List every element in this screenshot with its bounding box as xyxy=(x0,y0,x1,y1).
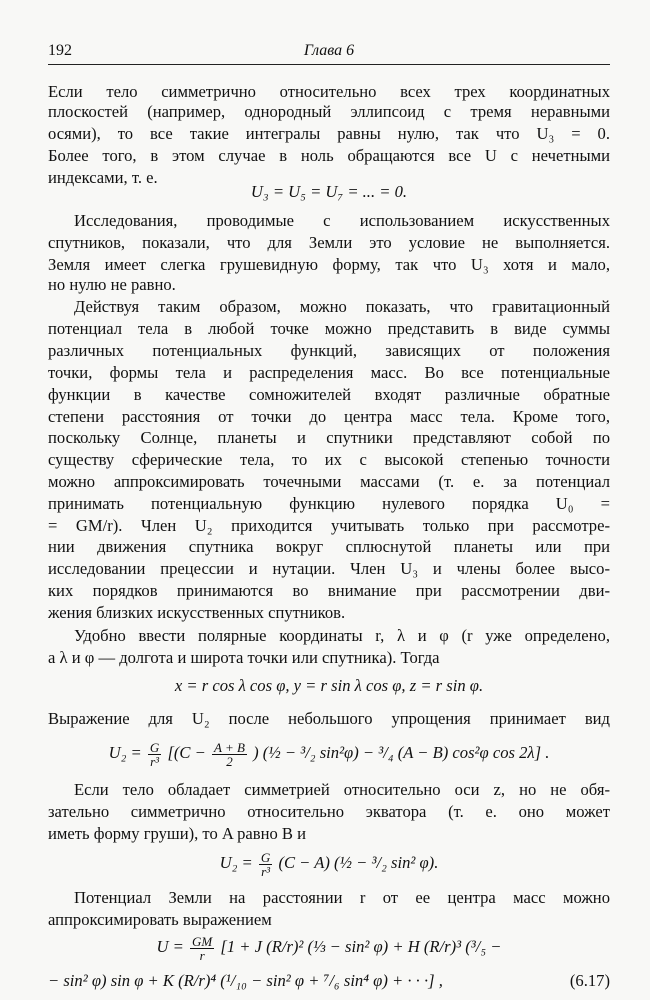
text-line: исследовании прецессии и нутации. Член U₃ и члены более высо- xyxy=(48,559,610,578)
page-header xyxy=(48,40,610,65)
text-line: Земля имеет слегка грушевидную форму, так что U₃ хотя и мало, xyxy=(48,255,610,274)
text-line: степени расстояния от точки до центра масс тела. Кроме того, xyxy=(48,407,610,426)
text-line: спутников, показали, что для Земли это условие не выполняется. xyxy=(48,233,610,252)
text-line: различных потенциальных функций, зависящих от положения xyxy=(48,341,610,360)
text-line: иметь форму груши), то A равно B и xyxy=(48,824,307,843)
text-line: = GM/r). Член U₂ приходится учитывать только при рассмотре- xyxy=(48,516,610,535)
text-line: Потенциал Земли на расстоянии r от ее центра масс можно xyxy=(74,888,610,907)
equation-u2: U₂ = $\frac{G}{\text{r³}}$ [(C − $\frac{A + B}{2}$ ) (½ − ³/₂ sin²φ) − ³/₄ (A − B) cos²φ cos 2λ] . xyxy=(108,739,550,769)
text-line: Если тело симметрично относительно всех трех координатных xyxy=(48,82,610,101)
text-line: Более того, в этом случае в ноль обращаются все U с нечетными xyxy=(48,146,610,165)
text-line: зательно симметрично относительно экватора (т. е. оно может xyxy=(48,802,610,821)
text-line: a λ и φ — долгота и широта точки или спутника). Тогда xyxy=(48,648,440,667)
text-line: Выражение для U₂ после небольшого упрощения принимает вид xyxy=(48,709,610,728)
text-line: Исследования, проводимые с использованием искусственных xyxy=(74,211,610,230)
text-line: аппроксимировать выражением xyxy=(48,910,272,929)
text-line: точки, формы тела и распределения масс. Во все потенциальные xyxy=(48,363,610,382)
text-line: принимать потенциальную функцию нулевого порядка U₀ = xyxy=(48,494,610,513)
text-line: существу сферические тела, то их с высокой степенью точности xyxy=(48,450,610,469)
text-line: можно аппроксимировать точечными массами (т. е. за потенциал xyxy=(48,472,610,491)
page-number: 192 xyxy=(48,42,72,59)
equation-u2-symmetric: U₂ = $\frac{G}{\text{r³}}$ (C − A) (½ − ³/₂ sin² φ). xyxy=(219,849,439,879)
text-line: плоскостей (например, однородный эллипсоид с тремя неравными xyxy=(48,102,610,121)
equation-potential-line2: − sin² φ) sin φ + K (R/r)⁴ (¹/₁₀ − sin² φ + ⁷/₆ sin⁴ φ) + · · ·] , (6.17) xyxy=(48,966,610,996)
text-line: Удобно ввести полярные координаты r, λ и φ (r уже определено, xyxy=(74,626,610,645)
text-line: но нулю не равно. xyxy=(48,275,176,294)
equation-odd-terms: U₃ = U₅ = U₇ = ... = 0. xyxy=(250,182,408,201)
chapter-title: Глава 6 xyxy=(303,42,355,59)
text-line: осями), то все такие интегралы равны нулю, так что U₃ = 0. xyxy=(48,124,610,143)
text-line: потенциал тела в любой точке можно представить в виде суммы xyxy=(48,319,610,338)
equation-coordinates: x = r cos λ cos φ, y = r sin λ cos φ, z = r sin φ. xyxy=(174,676,484,695)
equation-label: (6.17) xyxy=(569,971,610,990)
text-line: нии движения спутника вокруг сплюснутой планеты или при xyxy=(48,537,610,556)
text-line: Действуя таким образом, можно показать, что гравитационный xyxy=(74,297,610,316)
text-line: индексами, т. е. xyxy=(48,168,158,187)
text-line: Если тело обладает симметрией относительно оси z, но не обя- xyxy=(74,780,610,799)
text-line: поскольку Солнце, планеты и спутники представляют собой по xyxy=(48,428,610,447)
text-line: жения близких искусственных спутников. xyxy=(48,603,346,622)
text-line: функции в качестве сомножителей входят различные обратные xyxy=(48,385,610,404)
text-line: ких порядков принимаются во внимание при рассмотрении дви- xyxy=(48,581,610,600)
equation-potential-line1: U = $\frac{GM}{r}$ [1 + J (R/r)² (⅓ − sin² φ) + H (R/r)³ (³/₅ − xyxy=(156,933,502,963)
